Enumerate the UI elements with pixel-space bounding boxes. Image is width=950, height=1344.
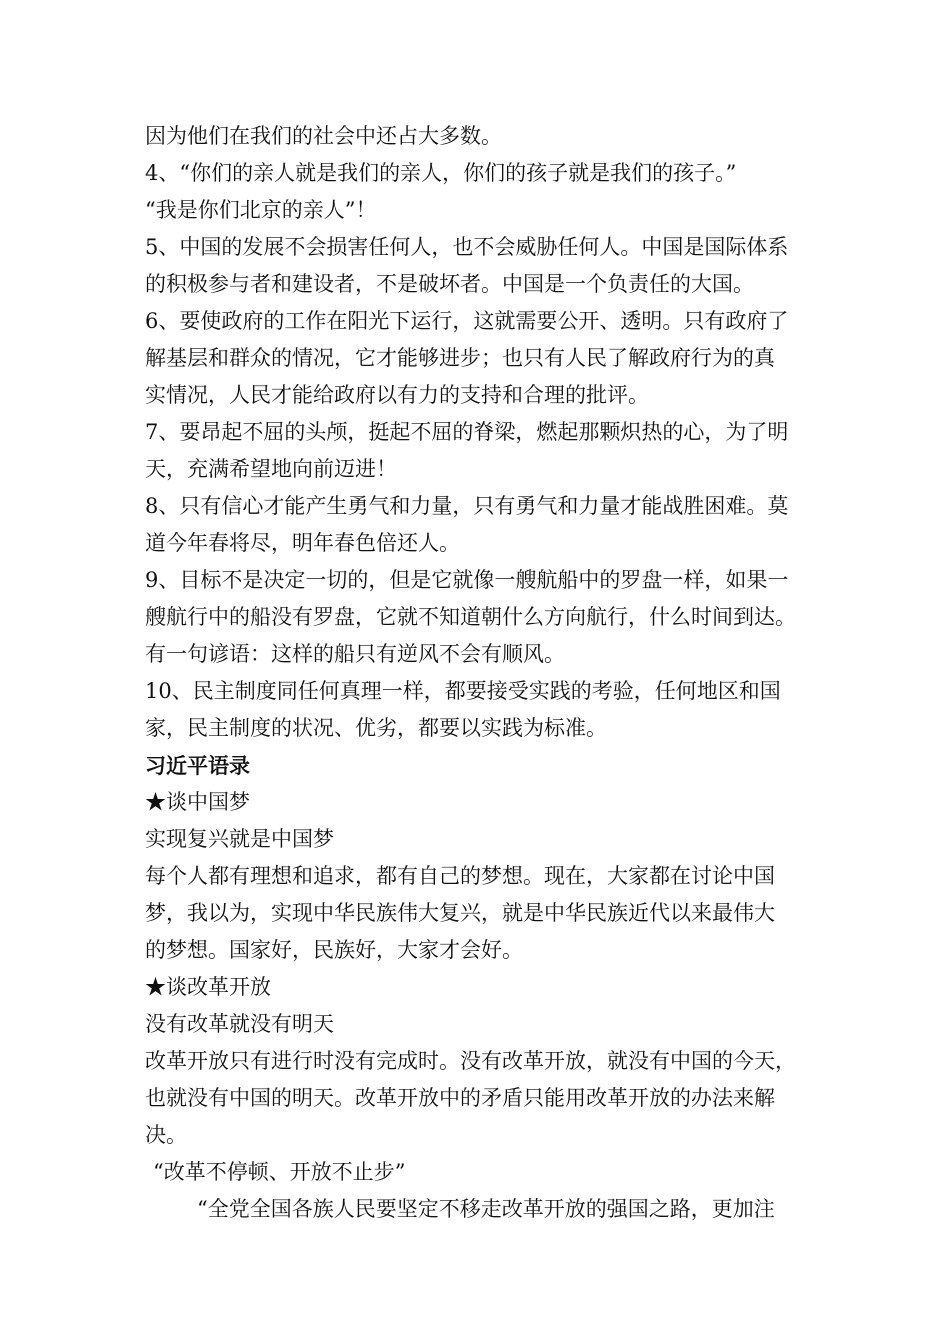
document-body	[145, 118, 835, 1228]
paragraph-line: 因为他们在我们的社会中还占大多数。	[145, 124, 502, 148]
quoted-subtitle-line: “改革不停顿、开放不止步”	[153, 1160, 406, 1184]
paragraph-line: 梦，我以为，实现中华民族伟大复兴，就是中华民族近代以来最伟大	[145, 901, 775, 925]
subtitle-line: 没有改革就没有明天	[145, 1012, 334, 1036]
quote-7-line: 7、要昂起不屈的头颅，挺起不屈的脊梁，燃起那颗炽热的心，为了明	[145, 420, 789, 444]
quote-5-line: 的积极参与者和建设者，不是破坏者。中国是一个负责任的大国。	[145, 272, 754, 296]
quote-10-line: 家，民主制度的状况、优劣，都要以实践为标准。	[145, 716, 607, 740]
paragraph-line: 改革开放只有进行时没有完成时。没有改革开放，就没有中国的今天，	[145, 1049, 796, 1073]
paragraph-line: “全党全国各族人民要坚定不移走改革开放的强国之路，更加注	[197, 1197, 775, 1221]
quote-5-line: 5、中国的发展不会损害任何人，也不会威胁任何人。中国是国际体系	[145, 235, 789, 259]
quote-6-line: 6、要使政府的工作在阳光下运行，这就需要公开、透明。只有政府了	[145, 309, 789, 333]
subtitle-line: 实现复兴就是中国梦	[145, 827, 334, 851]
quote-9-line: 艘航行中的船没有罗盘，它就不知道朝什么方向航行，什么时间到达。	[145, 605, 796, 629]
quote-9-line: 有一句谚语：这样的船只有逆风不会有顺风。	[145, 642, 565, 666]
topic-heading-china-dream: ★谈中国梦	[145, 790, 250, 814]
section-heading: 习近平语录	[145, 753, 250, 778]
quote-4-line: “我是你们北京的亲人”！	[145, 198, 377, 222]
paragraph-line: 的梦想。国家好，民族好，大家才会好。	[145, 938, 523, 962]
paragraph-line: 也就没有中国的明天。改革开放中的矛盾只能用改革开放的办法来解	[145, 1086, 775, 1110]
paragraph-line: 每个人都有理想和追求，都有自己的梦想。现在，大家都在讨论中国	[145, 864, 775, 888]
quote-9-line: 9、目标不是决定一切的，但是它就像一艘航船中的罗盘一样，如果一	[145, 568, 789, 592]
quote-7-line: 天，充满希望地向前迈进！	[145, 457, 397, 481]
quote-8-line: 道今年春将尽，明年春色倍还人。	[145, 531, 460, 555]
quote-8-line: 8、只有信心才能产生勇气和力量，只有勇气和力量才能战胜困难。莫	[145, 494, 789, 518]
paragraph-line: 决。	[145, 1123, 187, 1147]
quote-6-line: 实情况，人民才能给政府以有力的支持和合理的批评。	[145, 383, 649, 407]
quote-6-line: 解基层和群众的情况，它才能够进步；也只有人民了解政府行为的真	[145, 346, 775, 370]
quote-4-line: 4、“你们的亲人就是我们的亲人，你们的孩子就是我们的孩子。”	[145, 161, 737, 185]
quote-10-line: 10、民主制度同任何真理一样，都要接受实践的考验，任何地区和国	[145, 679, 781, 703]
topic-heading-reform: ★谈改革开放	[145, 975, 271, 999]
